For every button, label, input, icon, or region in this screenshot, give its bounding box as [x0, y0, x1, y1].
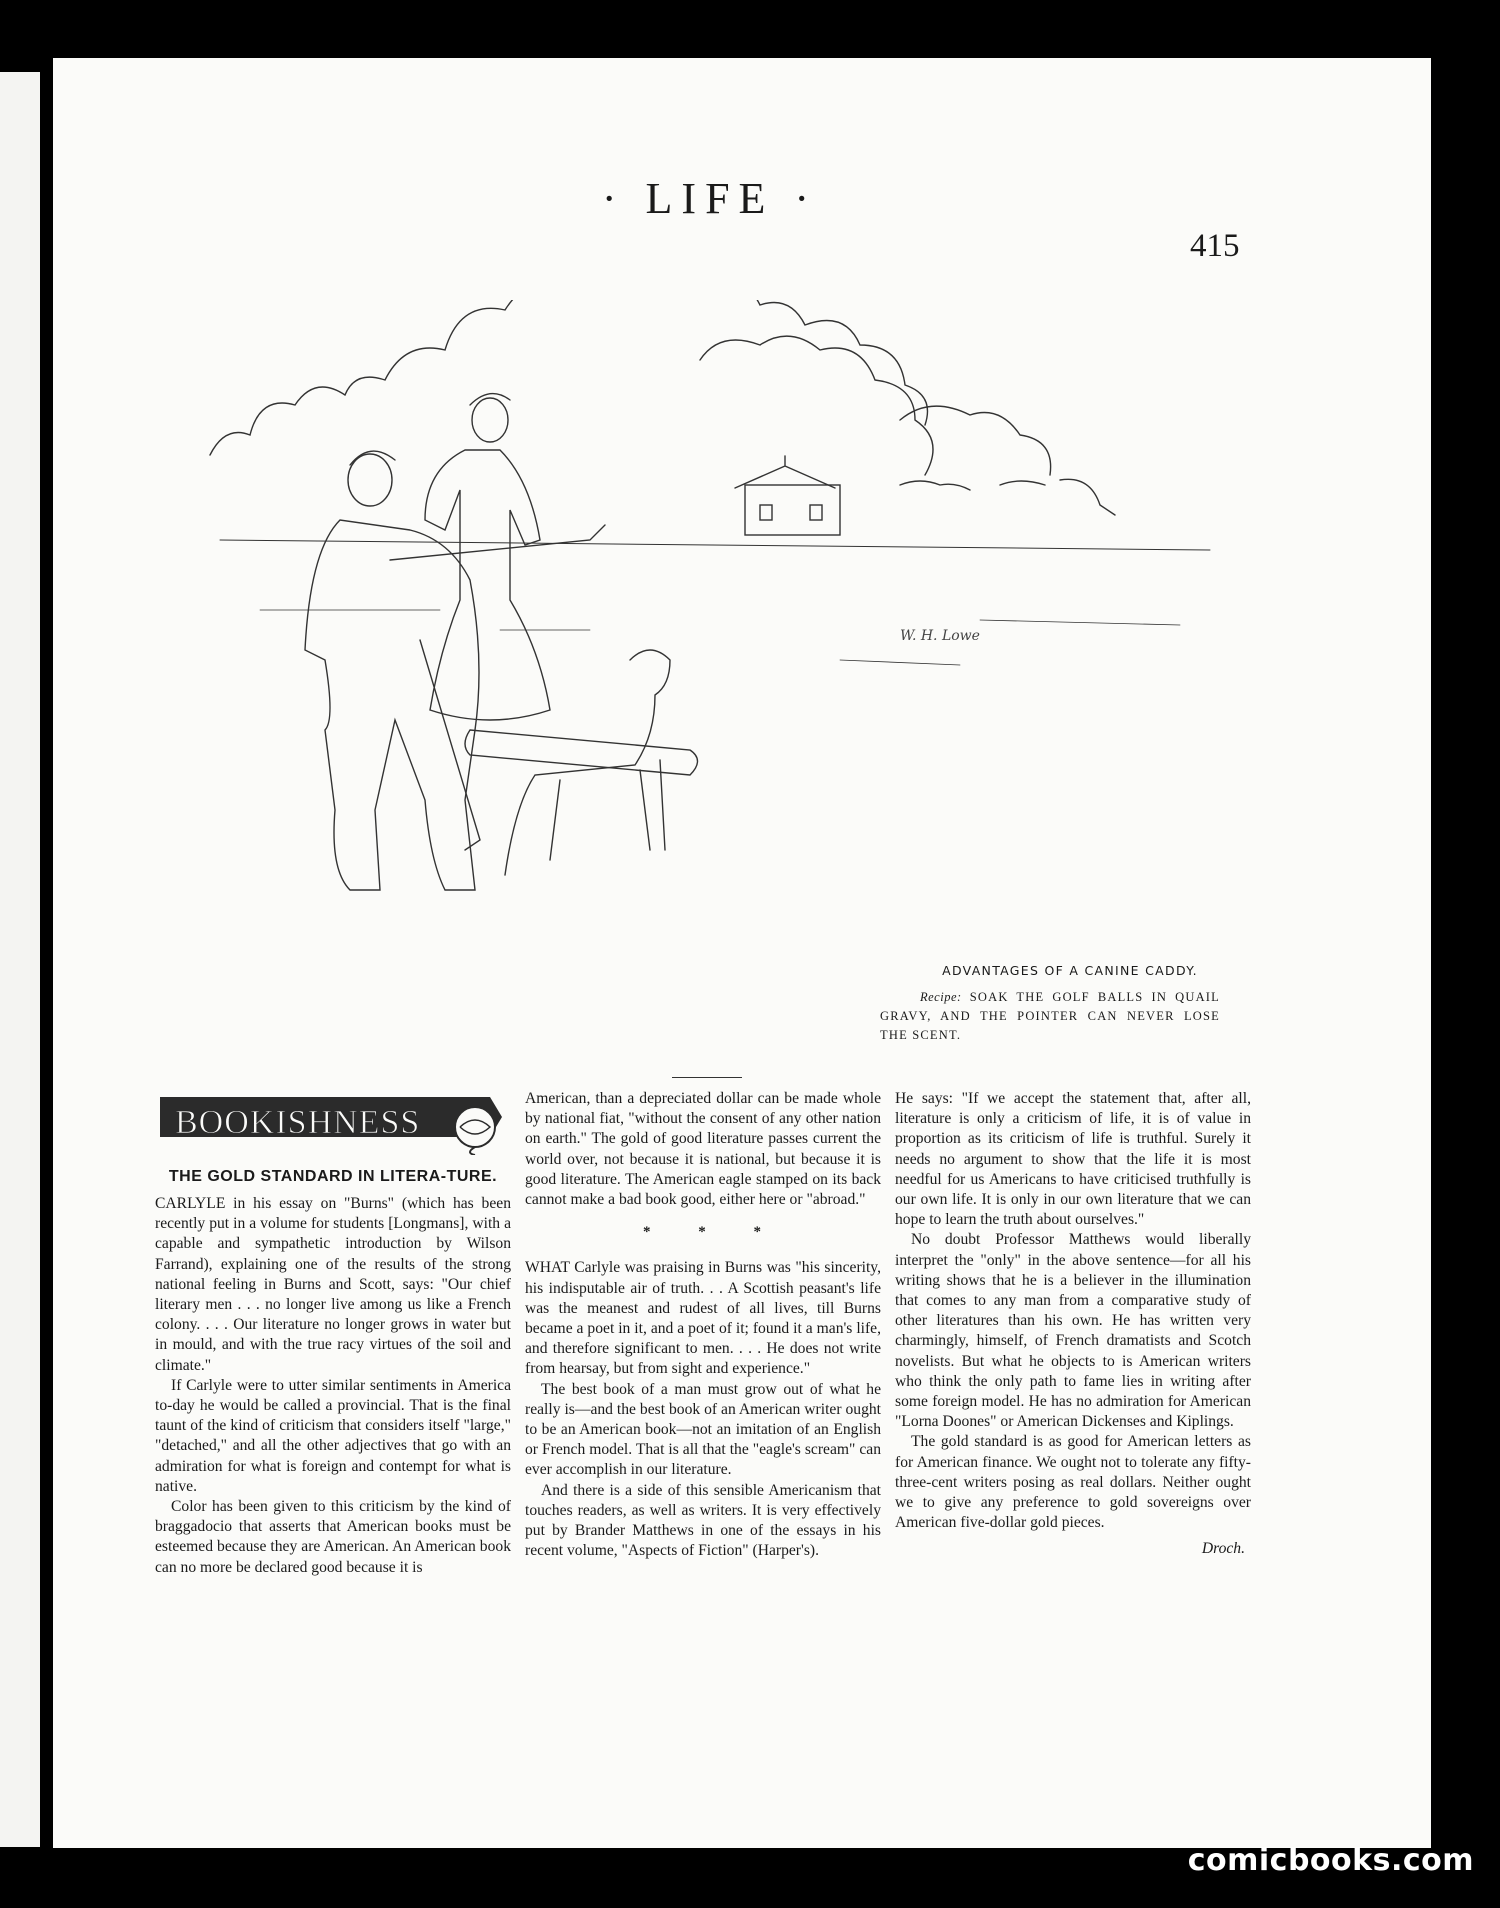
bookishness-banner: [155, 1089, 511, 1155]
paragraph: The gold standard is as good for American letters as for American finance. We ought not to tolerate any fifty-three-cent writers posing as real dollars. Neither ought we to give any preference to gold sovereigns over American five-dollar gold pieces.: [895, 1433, 1251, 1532]
paragraph: He says: "If we accept the statement that, after all, literature is only a criticism of life, it is of value in proportion as its criticism of life is truthful. Surely it needs no argument to show that the life it is most needful for us Americans to have criticised truthfully is our own life. It is only in our own literature that we can hope to learn the truth about ourselves.": [895, 1090, 1251, 1229]
site-watermark: comicbooks.com: [1187, 1843, 1474, 1878]
article-title: THE GOLD STANDARD IN LITERA-TURE.: [168, 1168, 498, 1185]
paragraph: WHAT Carlyle was praising in Burns was "his sincerity, his indisputable air of truth. . . A Scottish peasant's life was the meanest and rudest of all lives, till Burns became a poet in it, and a poet of it; found it a man's life, and therefore significant to men. . . . He does not write from hearsay, but from sight and experience.": [525, 1259, 881, 1378]
recipe-text: SOAK THE GOLF BALLS IN QUAIL GRAVY, AND THE POINTER CAN NEVER LOSE THE SCENT.: [880, 990, 1220, 1042]
female-golfer: [390, 394, 605, 720]
caption-recipe: [880, 988, 1220, 1045]
paragraph: The best book of a man must grow out of what he really is—and the best book of an American writer ought to be an American book—not an imitation of an English or French model. That is all that the "eagle's scream" can ever accomplish in our literature.: [525, 1380, 881, 1479]
adjacent-page-edge: [0, 72, 40, 1847]
male-golfer: [305, 451, 480, 890]
paragraph: CARLYLE in his essay on "Burns" (which has been recently put in a volume for students [Longmans], with a capable and sympathetic introduction by Wilson Farrand), explaining one of the results of the strong national feeling in Burns and Scott, says: "Our chief literary men . . . no longer live among us like a French colony. . . . Our literature no longer grows in water but in mould, and with the true racy virtues of the soil and climate.": [155, 1195, 511, 1374]
paragraph: Color has been given to this criticism by the kind of braggadocio that asserts that American books must be esteemed because they are American. An American book can no more be declared good because it is: [155, 1498, 511, 1576]
section-break-stars: * * *: [643, 1224, 783, 1241]
clubhouse: [735, 456, 840, 535]
paragraph: No doubt Professor Matthews would liberally interpret the "only" in the above sentence—for all his writing shows that he is a believer in the illumination that comes to any man from a comparative study of other literatures than his own. He has written very charmingly, himself, of French dramatists and Scotch novelists. But what he objects to is American writers who think the only path to fame lies in writing after some foreign model. He has no admiration for American "Lorna Doones" or American Dickenses and Kiplings.: [895, 1231, 1251, 1431]
article-column-1: [155, 1089, 511, 1578]
section-divider: [672, 1077, 742, 1078]
page-number: 415: [1190, 228, 1240, 264]
recipe-label: Recipe:: [920, 990, 962, 1004]
caption-title: ADVANTAGES OF A CANINE CADDY.: [942, 963, 1198, 978]
article-column-2: [525, 1089, 881, 1561]
tree-line: [210, 300, 1115, 515]
paragraph: And there is a side of this sensible Americanism that touches readers, as well as writers. It is very effectively put by Brander Matthews in one of the essays in his recent volume, "Aspects of Fiction" (Harper's).: [525, 1481, 881, 1560]
paragraph: American, than a depreciated dollar can be made whole by national fiat, "without the consent of any other nation on earth." The gold of good literature passes current the world over, not because it is national, but because it is good literature. The American eagle stamped on its back cannot make a bad book good, either here or "abroad.": [525, 1090, 881, 1209]
magazine-title: · LIFE ·: [601, 174, 819, 223]
paragraph: If Carlyle were to utter similar sentiments in America to-day he would be called a provincial. That is the final taunt of the kind of criticism that considers itself "large," "detached," and all the other adjectives that go with an admiration for what is foreign and contempt for what is native.: [155, 1376, 511, 1495]
artist-signature: W. H. Lowe: [900, 628, 980, 644]
distant-dogs: [900, 481, 1045, 490]
golf-illustration: [200, 300, 1240, 1060]
article-column-3: [895, 1089, 1251, 1560]
pointer-dog: [465, 650, 698, 875]
banner-text: BOOKISHNESS: [175, 1104, 421, 1141]
author-signature: Droch.: [1201, 1540, 1245, 1558]
